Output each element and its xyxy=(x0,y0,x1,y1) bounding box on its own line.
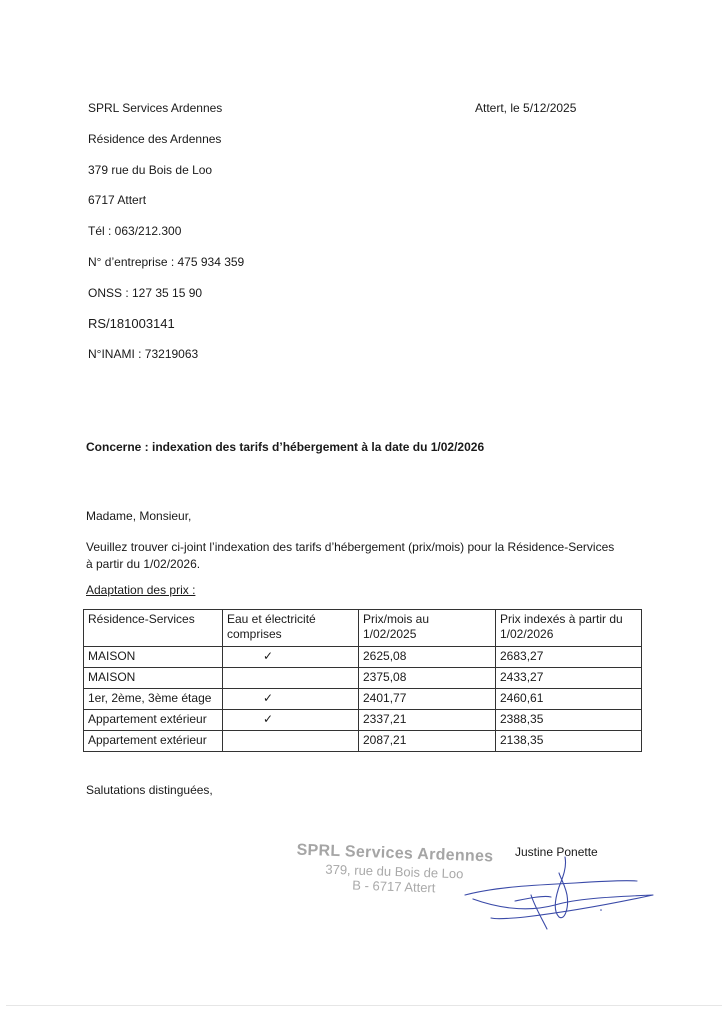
closing: Salutations distinguées, xyxy=(86,783,213,797)
sender-company: SPRL Services Ardennes xyxy=(88,101,223,115)
header-label: 1/02/2025 xyxy=(363,627,417,641)
table-row xyxy=(84,647,642,668)
cell-price-2025: 2625,08 xyxy=(359,647,496,668)
place-date: Attert, le 5/12/2025 xyxy=(475,101,577,115)
cell-type: Appartement extérieur xyxy=(84,710,223,731)
sender-enterprise-number: N° d’entreprise : 475 934 359 xyxy=(88,255,245,269)
cell-price-2025: 2087,21 xyxy=(359,731,496,752)
cell-price-2026: 2683,27 xyxy=(496,647,642,668)
header-label: Eau et électricité xyxy=(227,612,316,626)
cell-price-2025: 2401,77 xyxy=(359,689,496,710)
scan-edge-line xyxy=(6,1005,722,1006)
sender-inami: N°INAMI : 73219063 xyxy=(88,347,199,361)
signatory-name: Justine Ponette xyxy=(515,845,598,859)
header-label: comprises xyxy=(227,627,282,641)
stamp-street: 379, rue du Bois de Loo xyxy=(325,861,464,882)
table-row xyxy=(84,668,642,689)
sender-rs: RS/181003141 xyxy=(88,316,175,331)
table-header-row xyxy=(84,610,642,647)
stamp-city: B - 6717 Attert xyxy=(352,877,436,896)
cell-price-2026: 2138,35 xyxy=(496,731,642,752)
header-label: Prix indexés à partir du xyxy=(500,612,623,626)
table-row xyxy=(84,689,642,710)
header-utilities xyxy=(223,610,359,647)
sender-residence: Résidence des Ardennes xyxy=(88,132,222,146)
table-row xyxy=(84,710,642,731)
checkmark-icon: ✓ xyxy=(223,710,359,731)
header-price-2025 xyxy=(359,610,496,647)
subject-line: Concerne : indexation des tarifs d’hébergement à la date du 1/02/2026 xyxy=(86,440,485,454)
signature-dot xyxy=(600,909,602,911)
price-table xyxy=(83,609,642,752)
cell-price-2026: 2460,61 xyxy=(496,689,642,710)
header-residence-services xyxy=(84,610,223,647)
body-line-1: Veuillez trouver ci-joint l’indexation des tarifs d’hébergement (prix/mois) pour la Résidence-Services xyxy=(86,540,615,554)
cell-price-2025: 2375,08 xyxy=(359,668,496,689)
signature-icon xyxy=(455,855,655,935)
sender-street: 379 rue du Bois de Loo xyxy=(88,163,213,177)
sender-onss: ONSS : 127 35 15 90 xyxy=(88,286,203,300)
section-title: Adaptation des prix : xyxy=(86,583,196,597)
cell-price-2026: 2388,35 xyxy=(496,710,642,731)
header-price-2026 xyxy=(496,610,642,647)
cell-type: MAISON xyxy=(84,647,223,668)
cell-type: Appartement extérieur xyxy=(84,731,223,752)
header-label: 1/02/2026 xyxy=(500,627,554,641)
cell-price-2026: 2433,27 xyxy=(496,668,642,689)
cell-utilities xyxy=(223,668,359,689)
header-label: Résidence-Services xyxy=(88,612,195,626)
header-label: Prix/mois au xyxy=(363,612,430,626)
table-row xyxy=(84,731,642,752)
cell-utilities xyxy=(223,731,359,752)
stamp-company: SPRL Services Ardennes xyxy=(296,841,494,866)
sender-city: 6717 Attert xyxy=(88,193,147,207)
checkmark-icon: ✓ xyxy=(223,647,359,668)
cell-type: 1er, 2ème, 3ème étage xyxy=(84,689,223,710)
cell-type: MAISON xyxy=(84,668,223,689)
checkmark-icon: ✓ xyxy=(223,689,359,710)
cell-price-2025: 2337,21 xyxy=(359,710,496,731)
body-line-2: à partir du 1/02/2026. xyxy=(86,557,201,571)
salutation: Madame, Monsieur, xyxy=(86,509,192,523)
sender-phone: Tél : 063/212.300 xyxy=(88,224,182,238)
